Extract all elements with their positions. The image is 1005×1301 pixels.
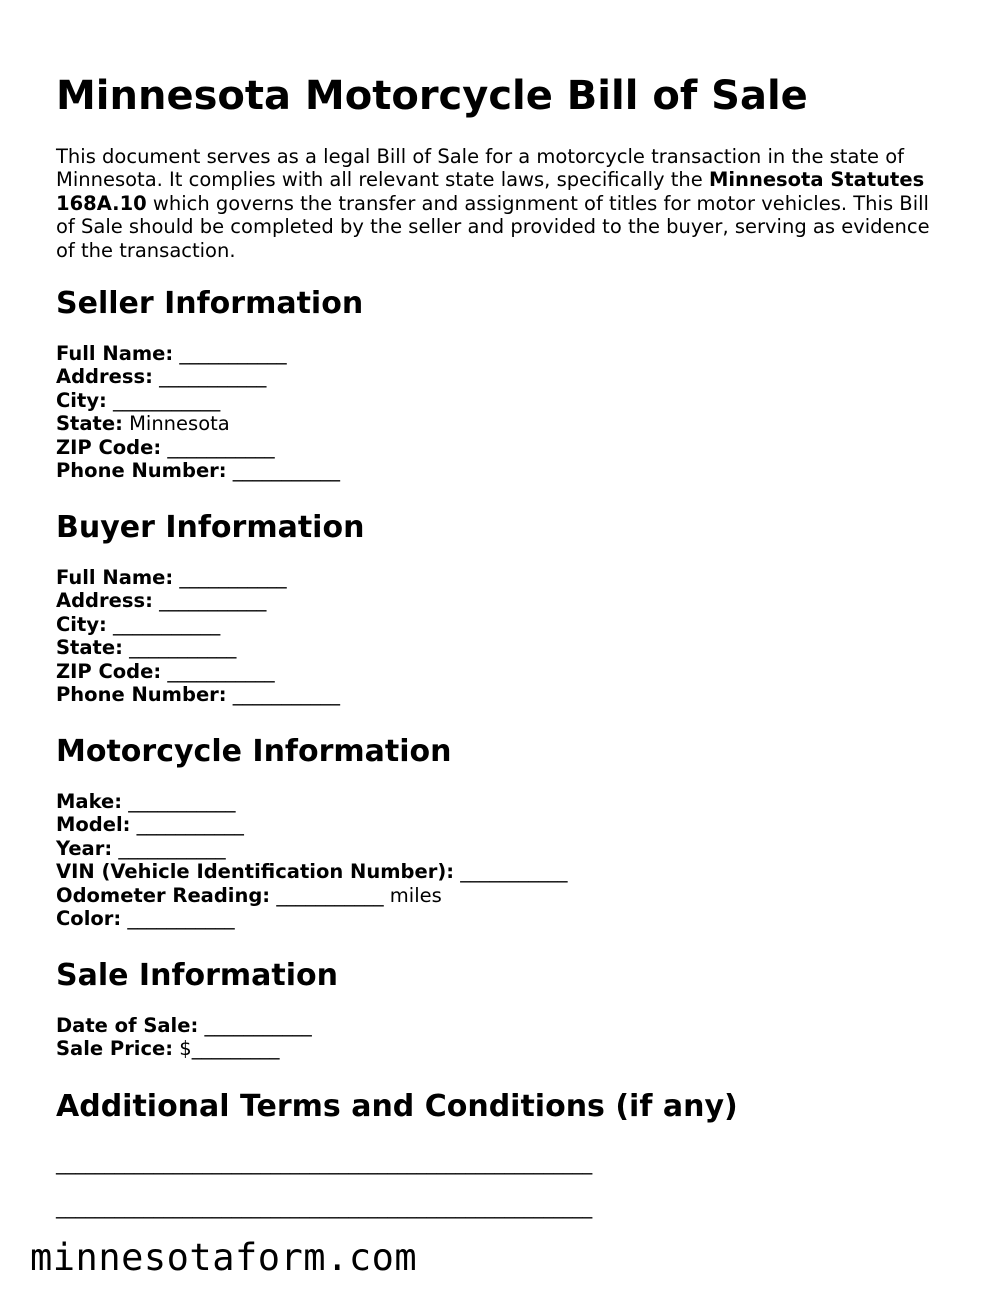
field-label: ZIP Code: bbox=[56, 659, 162, 683]
seller-full-name-field[interactable] bbox=[56, 342, 956, 365]
seller-city-field[interactable] bbox=[56, 389, 956, 412]
field-label: Make: bbox=[56, 790, 123, 813]
motorcycle-make-field[interactable] bbox=[56, 790, 956, 813]
field-label: City: bbox=[56, 388, 107, 412]
seller-phone-blank[interactable]: ___________ bbox=[232, 459, 341, 483]
buyer-section bbox=[56, 510, 956, 706]
page-title: Minnesota Motorcycle Bill of Sale bbox=[56, 73, 808, 119]
motorcycle-year-blank[interactable]: ___________ bbox=[118, 836, 226, 860]
motorcycle-model-field[interactable] bbox=[56, 813, 956, 836]
odometer-unit: miles bbox=[389, 883, 442, 907]
buyer-fields bbox=[56, 566, 956, 706]
motorcycle-heading: Motorcycle Information bbox=[56, 734, 452, 769]
sale-heading: Sale Information bbox=[56, 958, 338, 993]
field-label: Full Name: bbox=[56, 342, 174, 365]
motorcycle-vin-blank[interactable]: ___________ bbox=[460, 860, 568, 884]
field-label: Date of Sale: bbox=[56, 1014, 199, 1037]
motorcycle-section bbox=[56, 734, 956, 930]
intro-paragraph bbox=[56, 145, 946, 262]
field-label: Full Name: bbox=[56, 566, 174, 589]
buyer-phone-blank[interactable]: ___________ bbox=[232, 683, 341, 707]
terms-line-2[interactable]: _______________________________________________________ bbox=[56, 1196, 593, 1219]
field-label: Year: bbox=[56, 836, 113, 860]
seller-city-blank[interactable]: ___________ bbox=[113, 388, 221, 412]
sale-date-field[interactable] bbox=[56, 1014, 956, 1037]
sale-date-blank[interactable]: ___________ bbox=[204, 1014, 312, 1037]
seller-zip-field[interactable] bbox=[56, 436, 956, 459]
motorcycle-vin-field[interactable] bbox=[56, 860, 956, 883]
field-label: State: bbox=[56, 412, 123, 436]
buyer-address-blank[interactable]: ___________ bbox=[159, 589, 267, 613]
buyer-address-field[interactable] bbox=[56, 589, 956, 612]
motorcycle-odometer-blank[interactable]: ___________ bbox=[276, 883, 384, 907]
seller-state-value: Minnesota bbox=[129, 412, 230, 436]
sale-section bbox=[56, 958, 956, 1061]
motorcycle-model-blank[interactable]: ___________ bbox=[136, 813, 244, 837]
buyer-full-name-field[interactable] bbox=[56, 566, 956, 589]
field-label: State: bbox=[56, 636, 123, 660]
field-label: Sale Price: bbox=[56, 1037, 174, 1061]
site-watermark: minnesotaform.com bbox=[30, 1236, 418, 1279]
sale-price-blank[interactable]: $_________ bbox=[179, 1037, 280, 1061]
field-label: ZIP Code: bbox=[56, 435, 162, 459]
buyer-zip-blank[interactable]: ___________ bbox=[167, 659, 275, 683]
seller-section bbox=[56, 286, 956, 482]
buyer-state-field[interactable] bbox=[56, 636, 956, 659]
buyer-city-field[interactable] bbox=[56, 613, 956, 636]
intro-text-part2: which governs the transfer and assignment of titles for motor vehicles. This Bill of Sale should be completed by the seller and provided to the buyer, serving as evidence of the transaction. bbox=[56, 191, 930, 262]
field-label: Model: bbox=[56, 813, 131, 837]
seller-zip-blank[interactable]: ___________ bbox=[167, 435, 275, 459]
seller-phone-field[interactable] bbox=[56, 459, 956, 482]
field-label: Color: bbox=[56, 907, 122, 931]
terms-heading: Additional Terms and Conditions (if any) bbox=[56, 1089, 738, 1124]
motorcycle-year-field[interactable] bbox=[56, 837, 956, 860]
intro-statute-reference: Minnesota Statutes 168A.10 bbox=[56, 168, 925, 215]
field-label: VIN (Vehicle Identification Number): bbox=[56, 860, 455, 884]
terms-line-1[interactable]: _______________________________________________________ bbox=[56, 1152, 593, 1175]
buyer-city-blank[interactable]: ___________ bbox=[113, 612, 221, 636]
motorcycle-make-blank[interactable]: ___________ bbox=[128, 790, 236, 813]
buyer-state-blank[interactable]: ___________ bbox=[129, 636, 237, 660]
field-label: Odometer Reading: bbox=[56, 883, 271, 907]
field-label: City: bbox=[56, 612, 107, 636]
motorcycle-odometer-field[interactable] bbox=[56, 884, 956, 907]
field-label: Phone Number: bbox=[56, 459, 227, 483]
buyer-full-name-blank[interactable]: ___________ bbox=[179, 566, 287, 589]
field-label: Address: bbox=[56, 365, 153, 389]
field-label: Phone Number: bbox=[56, 683, 227, 707]
seller-full-name-blank[interactable]: ___________ bbox=[179, 342, 287, 365]
motorcycle-color-field[interactable] bbox=[56, 907, 956, 930]
buyer-zip-field[interactable] bbox=[56, 660, 956, 683]
motorcycle-color-blank[interactable]: ___________ bbox=[127, 907, 235, 931]
seller-heading: Seller Information bbox=[56, 286, 364, 321]
terms-section bbox=[56, 1089, 956, 1125]
seller-address-field[interactable] bbox=[56, 365, 956, 388]
sale-price-field[interactable] bbox=[56, 1037, 956, 1060]
motorcycle-fields bbox=[56, 790, 956, 930]
sale-fields bbox=[56, 1014, 956, 1061]
seller-state-field bbox=[56, 412, 956, 435]
buyer-phone-field[interactable] bbox=[56, 683, 956, 706]
field-label: Address: bbox=[56, 589, 153, 613]
seller-fields bbox=[56, 342, 956, 482]
seller-address-blank[interactable]: ___________ bbox=[159, 365, 267, 389]
buyer-heading: Buyer Information bbox=[56, 510, 365, 545]
intro-text-part1: This document serves as a legal Bill of Sale for a motorcycle transaction in the state of Minnesota. It complies with all relevant state laws, specifically the bbox=[56, 145, 905, 192]
